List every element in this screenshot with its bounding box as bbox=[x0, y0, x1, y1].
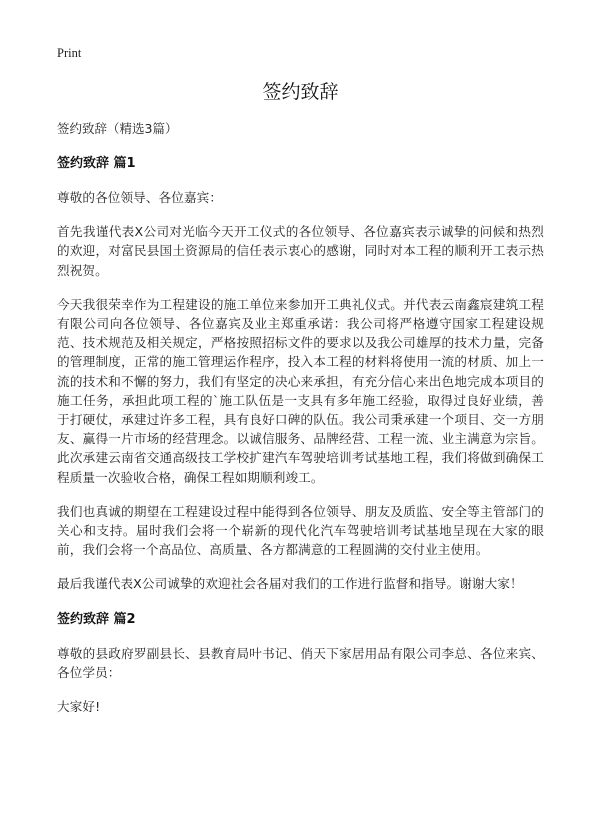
section-heading: 签约致辞 篇1 bbox=[57, 156, 136, 171]
print-link[interactable]: Print bbox=[57, 46, 82, 60]
section-heading: 签约致辞 篇2 bbox=[57, 611, 136, 627]
paragraph: 尊敬的各位领导、各位嘉宾： bbox=[57, 190, 223, 205]
paragraph: 今天我很荣幸作为工程建设的施工单位来参加开工典礼仪式。并代表云南鑫宸建筑工程有限公司向各位领导、各位嘉宾及业主郑重承诺：我公司将严格遵守国家工程建设规范、技术规范及相关规定，严格按照招标文件的要求以及我公司雄厚的技术力量，完备的管理制度，正常的施工管理运作程序，投入本工程的材料将使用一流的材质、加上一流的技术和不懈的努力，我们有坚定的决心来承担，有充分信心来出色地完成本项目的施工任务，承担此项工程的`施工队伍是一支具有多年施工经验，取得过良好业绩，善于打硬仗，承建过许多工程，具有良好口碑的队伍。我公司秉承建一个项目、交一方朋友、赢得一片市场的经营理念。以诚信服务、品牌经营、工程一流、业主满意为宗旨。此次承建云南省交通高级技工学校扩建汽车驾驶培训考试基地工程，我们将做到确保工程质量一次验收合格，确保工程如期顺利竣工。 bbox=[57, 296, 544, 485]
paragraph: 最后我谨代表X公司诚挚的欢迎社会各届对我们的工作进行监督和指导。谢谢大家！ bbox=[57, 576, 523, 592]
paragraph: 大家好! bbox=[57, 699, 101, 715]
paragraph: 我们也真诚的期望在工程建设过程中能得到各位领导、朋友及质监、安全等主管部门的关心和支持。届时我们会将一个崭新的现代化汽车驾驶培训考试基地呈现在大家的眼前，我们会将一个高品位、高质量、各方都满意的工程圆满的交付业主使用。 bbox=[57, 503, 544, 558]
paragraph: 尊敬的县政府罗副县长、县教育局叶书记、俏天下家居用品有限公司李总、各位来宾、各位学员： bbox=[57, 645, 544, 680]
page-title: 签约致辞 bbox=[262, 81, 339, 103]
paragraph: 首先我谨代表X公司对光临今天开工仪式的各位领导、各位嘉宾表示诚挚的问候和热烈的欢迎，对富民县国土资源局的信任表示衷心的感谢，同时对本工程的顺利开工表示热烈祝贺。 bbox=[57, 224, 544, 278]
document-subtitle: 签约致辞（精选3篇） bbox=[57, 121, 178, 136]
section-2 bbox=[57, 611, 544, 717]
section-1 bbox=[57, 155, 544, 594]
